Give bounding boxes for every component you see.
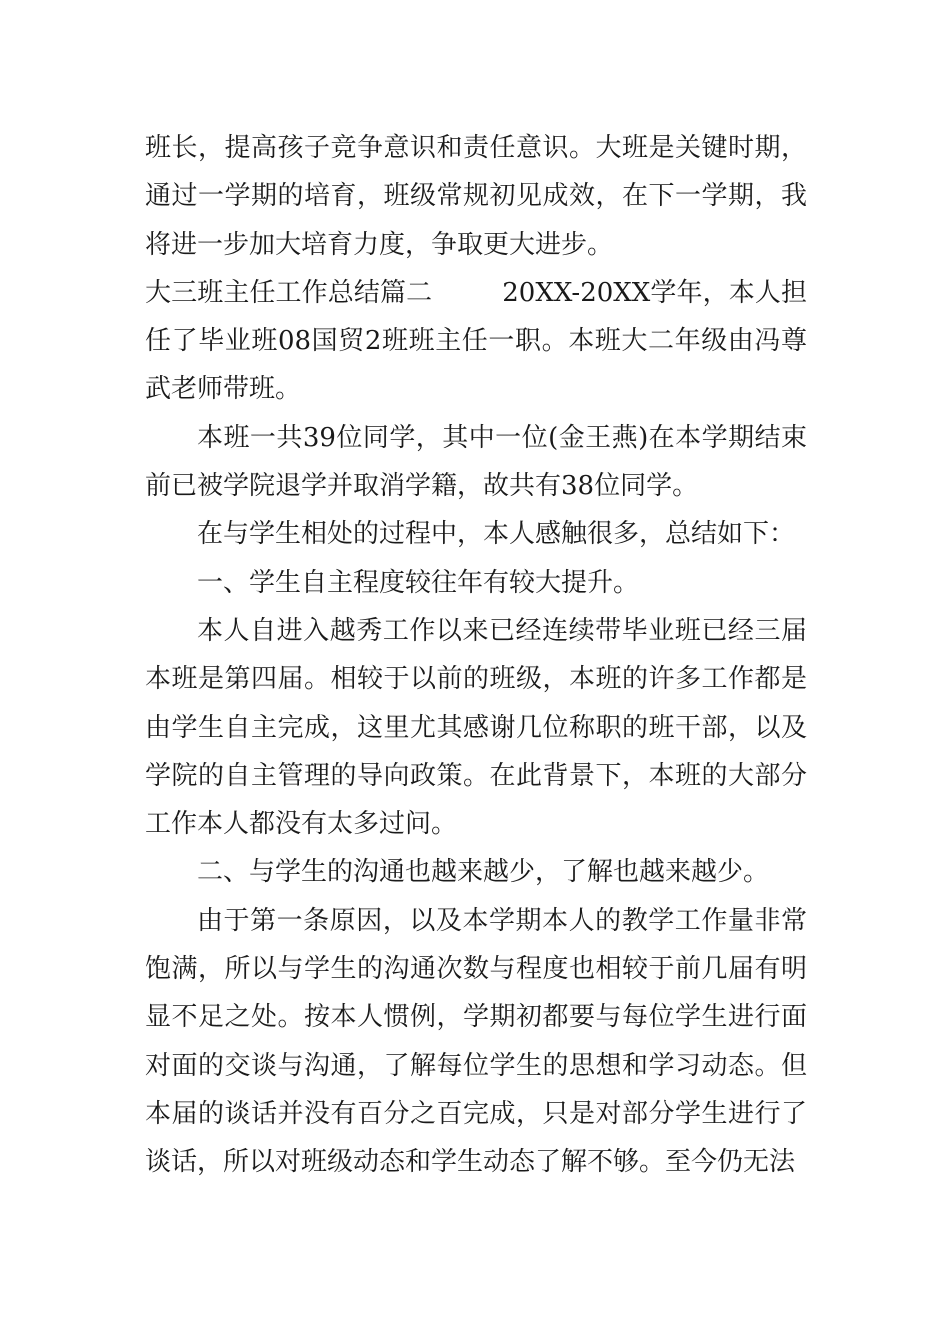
paragraph-7 xyxy=(145,848,807,896)
paragraph-5 xyxy=(145,559,807,607)
paragraph-text: 20XX-20XX学年，本人担任了毕业班08国贸2班班主任一职。本班大二年级由冯尊武老师带班。 xyxy=(145,277,807,405)
paragraph-text: 本人自进入越秀工作以来已经连续带毕业班已经三届本班是第四届。相较于以前的班级，本班的许多工作都是由学生自主完成，这里尤其感谢几位称职的班干部，以及学院的自主管理的导向政策。在此背景下，本班的大部分工作本人都没有太多过问。 xyxy=(145,615,807,840)
paragraph-6 xyxy=(145,607,807,848)
paragraph-3 xyxy=(145,414,807,511)
paragraph-text: 二、与学生的沟通也越来越少，了解也越来越少。 xyxy=(197,857,770,888)
document-body xyxy=(145,124,807,1187)
paragraph-text: 在与学生相处的过程中，本人感触很多，总结如下： xyxy=(197,519,796,550)
paragraph-text: 由于第一条原因，以及本学期本人的教学工作量非常饱满，所以与学生的沟通次数与程度也相较于前几届有明显不足之处。按本人惯例，学期初都要与每位学生进行面对面的交谈与沟通，了解每位学生的思想和学习动态。但本届的谈话并没有百分之百完成，只是对部分学生进行了谈话，所以对班级动态和学生动态了解不够。至今仍无法 xyxy=(145,905,807,1178)
paragraph-8 xyxy=(145,897,807,1187)
paragraph-1 xyxy=(145,124,807,269)
section-heading: 大三班主任工作总结篇二 xyxy=(145,277,433,308)
paragraph-2 xyxy=(145,269,807,414)
paragraph-4 xyxy=(145,510,807,558)
paragraph-text: 本班一共39位同学，其中一位(金王燕)在本学期结束前已被学院退学并取消学籍，故共有38位同学。 xyxy=(145,422,807,502)
paragraph-text: 一、学生自主程度较往年有较大提升。 xyxy=(197,567,640,598)
paragraph-text: 班长，提高孩子竞争意识和责任意识。大班是关键时期，通过一学期的培育，班级常规初见成效，在下一学期，我将进一步加大培育力度，争取更大进步。 xyxy=(145,133,807,260)
